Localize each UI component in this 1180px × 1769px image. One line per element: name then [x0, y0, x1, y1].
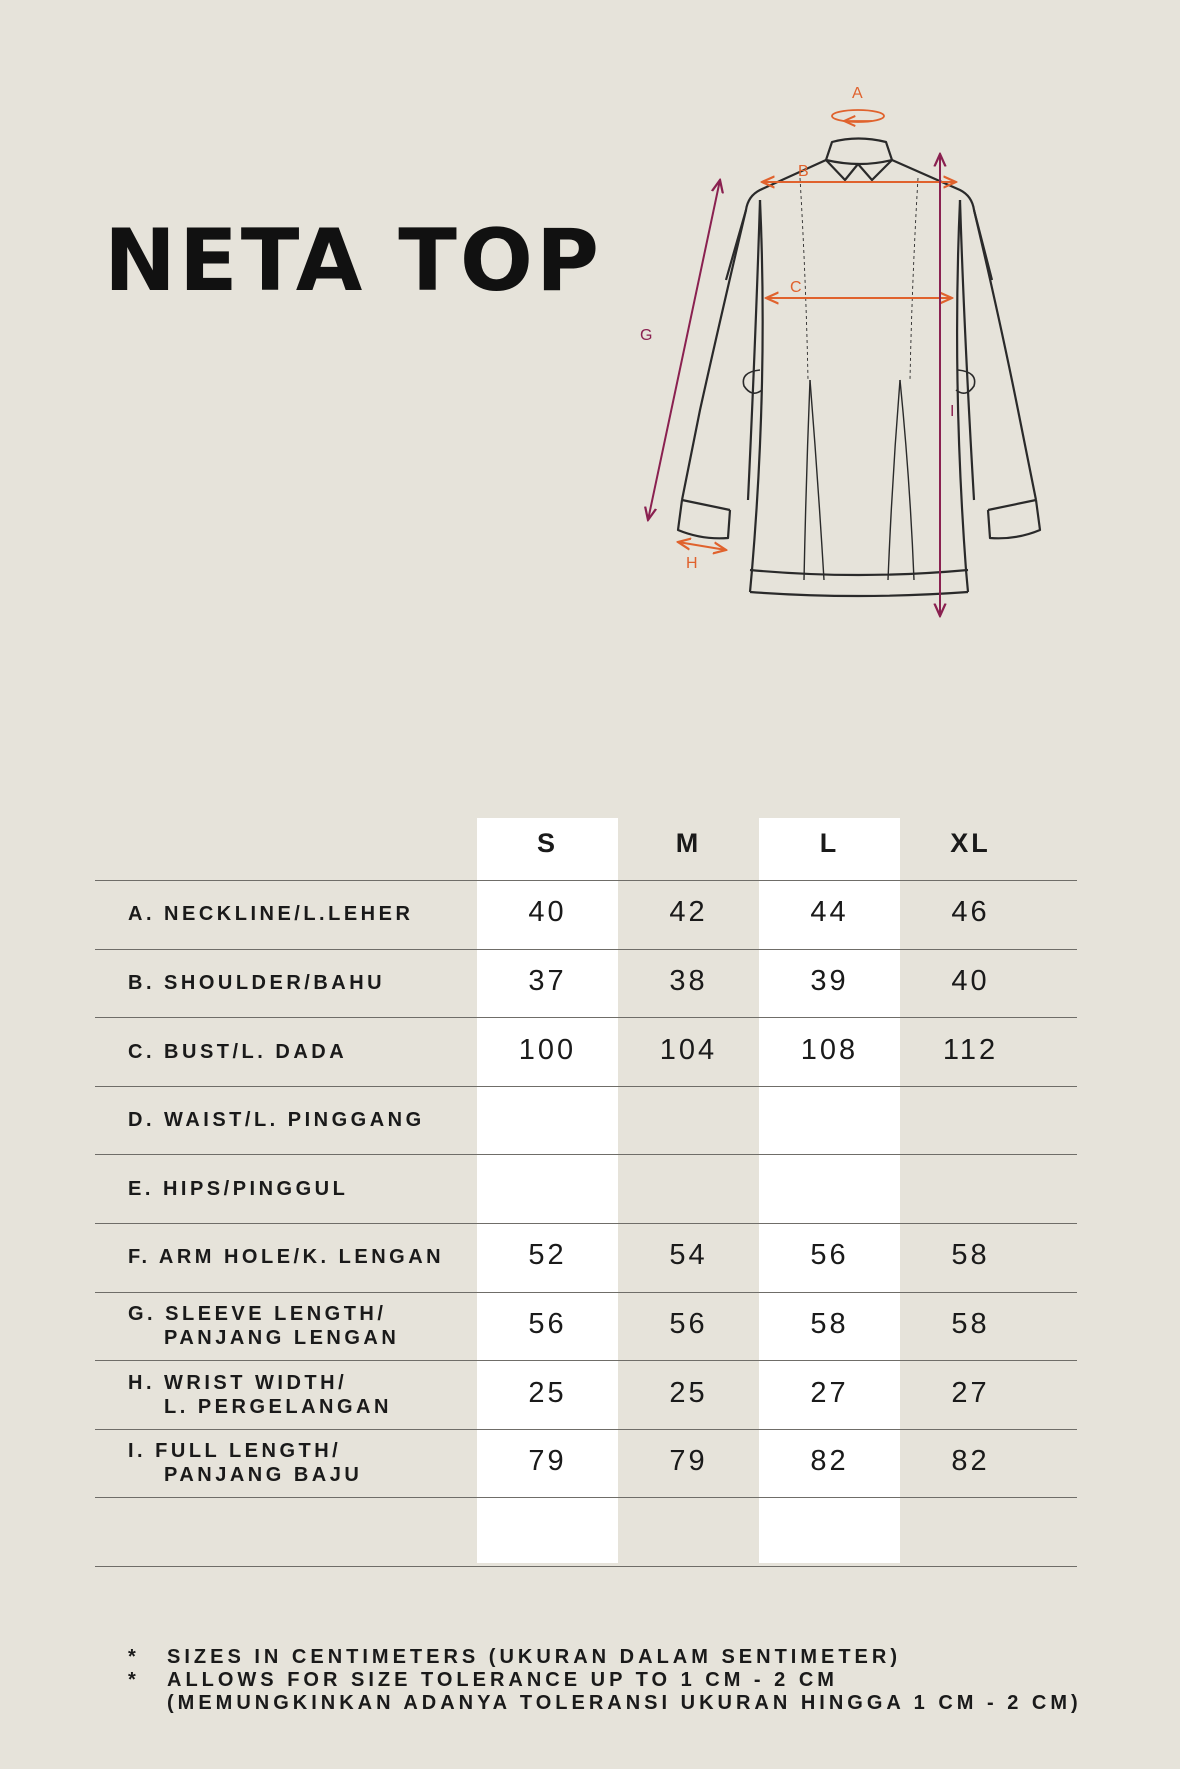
table-cell: 56	[528, 1307, 567, 1340]
label-g: G	[640, 327, 653, 344]
table-cell: 42	[669, 896, 708, 929]
row-label-line: PANJANG BAJU	[164, 1464, 363, 1487]
note-text-1: SIZES IN CENTIMETERS (UKURAN DALAM SENTIMETER)	[167, 1646, 901, 1668]
row-label	[128, 1177, 348, 1201]
table-cell: 56	[669, 1307, 708, 1340]
shirt-outline	[678, 139, 1040, 597]
row-label	[128, 1040, 347, 1064]
label-a: A	[852, 85, 863, 102]
label-c: C	[790, 279, 802, 296]
table-cell: 58	[810, 1307, 849, 1340]
row-label	[128, 1439, 362, 1487]
table-cell: 39	[810, 964, 849, 997]
table-cell: 54	[669, 1239, 708, 1272]
row-label	[128, 1302, 399, 1350]
size-notes	[128, 1646, 1082, 1715]
table-cell: 37	[528, 964, 567, 997]
size-header-m: M	[675, 828, 702, 858]
table-rule	[95, 1497, 1077, 1498]
table-rule	[95, 1360, 1077, 1361]
row-label	[128, 1371, 392, 1419]
row-label	[128, 971, 385, 995]
table-cell: 112	[942, 1033, 999, 1066]
garment-diagram	[600, 80, 1120, 720]
table-cell: 27	[951, 1376, 990, 1409]
row-label-line: D. WAIST/L. PINGGANG	[128, 1109, 425, 1132]
page-title: NETA TOP	[104, 211, 603, 311]
table-cell: 79	[669, 1445, 708, 1478]
table-rule	[95, 1154, 1077, 1155]
label-b: B	[798, 163, 809, 180]
size-header-l: L	[819, 828, 840, 858]
table-cell: 38	[669, 964, 708, 997]
table-cell: 46	[951, 896, 990, 929]
note-line-3: (MEMUNGKINKAN ADANYA TOLERANSI UKURAN HINGGA 1 CM - 2 CM)	[167, 1692, 1082, 1714]
table-rule	[95, 1086, 1077, 1087]
row-label-line: PANJANG LENGAN	[164, 1326, 400, 1349]
row-label	[128, 1108, 425, 1132]
table-rule	[95, 1566, 1077, 1567]
table-rule	[95, 949, 1077, 950]
table-cell: 52	[528, 1239, 567, 1272]
measure-a	[832, 110, 884, 122]
table-cell: 82	[810, 1445, 849, 1478]
row-label-line: E. HIPS/PINGGUL	[128, 1177, 349, 1200]
row-label-line: I. FULL LENGTH/	[128, 1440, 342, 1463]
table-cell: 100	[518, 1033, 577, 1066]
table-cell: 25	[669, 1376, 708, 1409]
note-text-2: ALLOWS FOR SIZE TOLERANCE UP TO 1 CM - 2 CM	[167, 1669, 838, 1691]
table-cell: 82	[951, 1445, 990, 1478]
table-cell: 104	[659, 1033, 718, 1066]
row-label	[128, 1245, 444, 1269]
note-bullet: *	[128, 1669, 140, 1691]
table-cell: 108	[800, 1033, 859, 1066]
row-label-line: H. WRIST WIDTH/	[128, 1371, 348, 1394]
table-cell: 58	[951, 1239, 990, 1272]
measure-g	[648, 180, 720, 520]
row-label-line: L. PERGELANGAN	[164, 1395, 392, 1418]
table-cell: 27	[810, 1376, 849, 1409]
table-cell: 56	[810, 1239, 849, 1272]
table-cell: 44	[810, 896, 849, 929]
label-h: H	[686, 555, 698, 572]
size-header-xl: XL	[950, 828, 991, 858]
table-cell: 25	[528, 1376, 567, 1409]
table-rule	[95, 880, 1077, 881]
table-rule	[95, 1429, 1077, 1430]
note-line-1	[128, 1646, 1082, 1669]
table-rule	[95, 1017, 1077, 1018]
table-rule	[95, 1223, 1077, 1224]
table-cell: 79	[528, 1445, 567, 1478]
measure-h	[678, 542, 726, 550]
label-i: I	[950, 403, 955, 420]
row-label-line: F. ARM HOLE/K. LENGAN	[128, 1246, 445, 1269]
row-label-line: A. NECKLINE/L.LEHER	[128, 903, 414, 926]
table-cell: 40	[528, 896, 567, 929]
table-cell: 58	[951, 1307, 990, 1340]
size-header-s: S	[536, 828, 558, 858]
note-line-2	[128, 1669, 1082, 1692]
row-label-line: C. BUST/L. DADA	[128, 1040, 348, 1063]
table-rule	[95, 1292, 1077, 1293]
row-label-line: B. SHOULDER/BAHU	[128, 971, 386, 994]
table-cell: 40	[951, 964, 990, 997]
note-bullet: *	[128, 1646, 140, 1668]
row-label	[128, 902, 413, 926]
row-label-line: G. SLEEVE LENGTH/	[128, 1302, 387, 1325]
